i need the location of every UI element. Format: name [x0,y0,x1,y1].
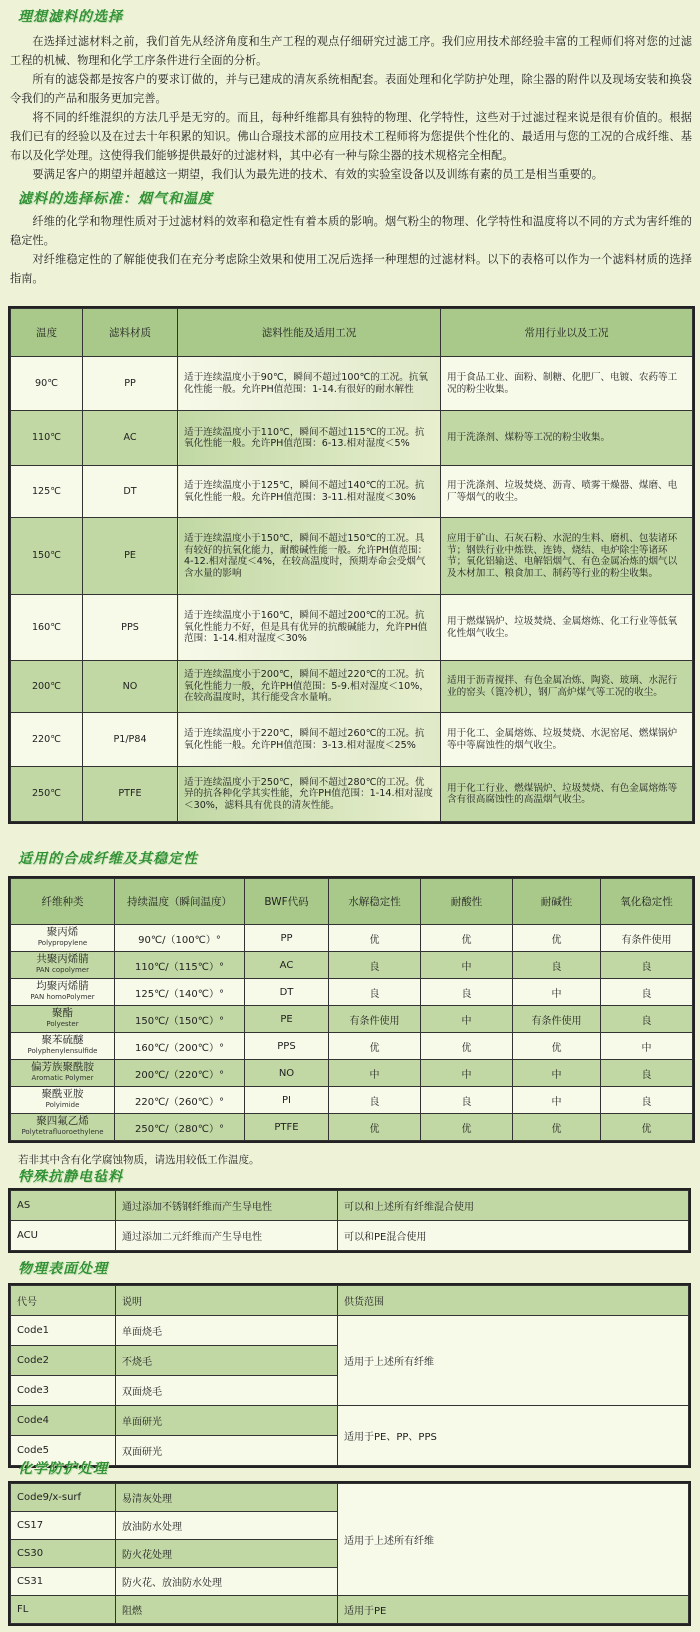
header-hydrolysis: 水解稳定性 [329,879,421,925]
industry-cell: 用于洗涤剂、垃圾焚烧、沥青、喷雾干燥器、煤磨、电厂等烟气的收尘。 [441,466,693,518]
fiber-name-zh: 聚酰亚胺 [41,1088,84,1100]
material-cell: PPS [83,595,178,661]
alkali-cell: 良 [513,952,601,979]
fiber-name-zh: 聚酯 [52,1007,73,1019]
acid-cell: 优 [421,925,513,952]
temp-cell: 110℃ [11,411,83,466]
performance-cell: 适于连续温度小于200℃，瞬间不超过220℃的工况。抗氧化性能力一般，允许PH值范围：5-9.相对湿度＜10%，在较高温度时，其行能受含水量响。 [178,661,441,713]
code-cell: Code2 [11,1346,116,1376]
industry-cell: 用于化工、金属熔炼、垃圾焚烧、水泥窑尾、燃煤锅炉等中等腐蚀性的烟气收尘。 [441,713,693,767]
supply-cell-all-fibers: 适用于上述所有纤维 [338,1484,689,1596]
table-row [11,952,693,979]
hydrolysis-cell: 优 [329,1114,421,1141]
temp-cell: 90℃/（100℃）° [115,925,245,952]
header-material: 滤料材质 [83,309,178,357]
code-cell: Code1 [11,1316,116,1346]
alkali-cell: 优 [513,925,601,952]
chemical-treatment-table [10,1483,689,1624]
fiber-name [11,979,115,1006]
oxidation-cell: 良 [601,979,693,1006]
acid-cell: 中 [421,1060,513,1087]
header-code: 代号 [11,1286,116,1316]
desc-cell: 防火花处理 [116,1540,338,1568]
table-row [11,1087,693,1114]
desc-cell: 双面烧毛 [116,1376,338,1406]
desc-cell: 易清灰处理 [116,1484,338,1512]
table-row [11,767,693,822]
temp-cell: 220℃ [11,713,83,767]
alkali-cell: 中 [513,979,601,1006]
fiber-name [11,1087,115,1114]
fiber-name-zh: 偏芳族聚酰胺 [31,1061,94,1073]
fiber-name-en: Polyester [46,1020,79,1028]
industry-cell: 用于食品工业、面粉、制糖、化肥厂、电镀、农药等工况的粉尘收集。 [441,357,693,411]
fiber-name-en: Aromatic Polymer [31,1074,94,1082]
hydrolysis-cell: 良 [329,952,421,979]
fiber-name-en: PAN homoPolymer [30,993,95,1001]
acid-cell: 中 [421,1006,513,1033]
table-row [11,1484,689,1512]
table-header-row [11,1286,689,1316]
fiber-name-zh: 聚丙烯 [46,926,79,938]
intro-paragraph-2: 所有的滤袋都是按客户的要求订做的，并与已建成的清灰系统相配套。表面处理和化学防护处理，除尘器的附件以及现场安装和换袋令我们的产品和服务更加完善。 [10,73,692,105]
temp-cell: 150℃ [11,518,83,595]
fiber-name-zh: 聚苯硫醚 [41,1034,84,1046]
table-row [11,357,693,411]
performance-cell: 适于连续温度小于110℃，瞬间不超过115℃的工况。抗氧化性能一般。允许PH值范围：6-13.相对湿度＜5% [178,411,441,466]
oxidation-cell: 良 [601,1006,693,1033]
material-cell: PP [83,357,178,411]
fiber-name-en: PAN copolymer [36,966,89,974]
code-cell: Code5 [11,1436,116,1466]
alkali-cell: 有条件使用 [513,1006,601,1033]
header-alkali: 耐碱性 [513,879,601,925]
performance-cell: 适于连续温度小于90℃，瞬间不超过100℃的工况。抗氧化性能一般。允许PH值范围：1-14.有很好的耐水解性 [178,357,441,411]
acid-cell: 优 [421,1114,513,1141]
fiber-name [11,1006,115,1033]
surface-treatment-table [10,1285,689,1466]
material-cell: NO [83,661,178,713]
code-cell: Code3 [11,1376,116,1406]
code-cell: PTFE [245,1114,329,1141]
desc-cell: 阻燃 [116,1596,338,1624]
table-row [11,1006,693,1033]
code-cell: CS17 [11,1512,116,1540]
fiber-name [11,952,115,979]
hydrolysis-cell: 有条件使用 [329,1006,421,1033]
oxidation-cell: 良 [601,952,693,979]
temp-cell: 90℃ [11,357,83,411]
fiber-table-note: 若非其中含有化学腐蚀物质，请选用较低工作温度。 [18,1154,260,1166]
heading-criteria: 滤料的选择标准：烟气和温度 [18,191,213,207]
fiber-name-zh: 共聚丙烯腈 [36,953,89,965]
code-cell: FL [11,1596,116,1624]
header-acid: 耐酸性 [421,879,513,925]
supply-cell-all-fibers: 适用于上述所有纤维 [338,1316,689,1406]
table-row [11,925,693,952]
hydrolysis-cell: 良 [329,1087,421,1114]
code-cell: Code4 [11,1406,116,1436]
fiber-name-zh: 均聚丙烯腈 [36,980,89,992]
desc-cell: 双面研光 [116,1436,338,1466]
table-row [11,1033,693,1060]
fiber-name [11,1114,115,1141]
heading-ideal-filter: 理想滤料的选择 [18,9,123,25]
heading-antistatic: 特殊抗静电毡料 [18,1169,123,1185]
temp-cell: 250℃ [11,767,83,822]
header-fiber-type: 纤维种类 [11,879,115,925]
temp-cell: 160℃ [11,595,83,661]
header-performance: 滤料性能及适用工况 [178,309,441,357]
fiber-name-zh: 聚四氟乙烯 [36,1115,89,1127]
fiber-name [11,1060,115,1087]
acid-cell: 良 [421,979,513,1006]
header-industry: 常用行业以及工况 [441,309,693,357]
hydrolysis-cell: 良 [329,979,421,1006]
alkali-cell: 中 [513,1087,601,1114]
industry-cell: 应用于矿山、石灰石粉、水泥的生料、磨机、包装诸环节；钢铁行业中炼铁、连铸、烧结、电炉除尘等诸环节；氧化铝输送、电解铝烟气、有色金属冶炼的烟气以及木材加工、粮食加工、制药等行业的粉尘收集。 [441,518,693,595]
supply-cell-pe-pp-pps: 适用于PE、PP、PPS [338,1406,689,1466]
table-row [11,1060,693,1087]
fiber-name-en: Polypropylene [37,939,88,947]
temperature-selection-table [10,308,693,822]
acid-cell: 优 [421,1033,513,1060]
code-cell: CS31 [11,1568,116,1596]
table-row [11,661,693,713]
code-cell: Code9/x-surf [11,1484,116,1512]
acid-cell: 中 [421,952,513,979]
temp-cell: 200℃ [11,661,83,713]
fiber-name-en: Polytetrafluoroethylene [21,1128,104,1136]
desc-cell: 不烧毛 [116,1346,338,1376]
code-cell: PPS [245,1033,329,1060]
code-cell: DT [245,979,329,1006]
table-row [11,979,693,1006]
use-cell: 可以和上述所有纤维混合使用 [338,1191,689,1221]
desc-cell: 单面研光 [116,1406,338,1436]
table-row [11,411,693,466]
table-row [11,1316,689,1346]
criteria-paragraph-2: 对纤维稳定性的了解能使我们在充分考虑除尘效果和使用工况后选择一种理想的过滤材料。以下的表格可以作为一个滤料材质的选择指南。 [10,253,692,285]
code-cell: AS [11,1191,116,1221]
material-cell: PE [83,518,178,595]
temp-cell: 150℃/（150℃）° [115,1006,245,1033]
temp-cell: 110℃/（115℃）° [115,952,245,979]
performance-cell: 适于连续温度小于125℃，瞬间不超过140℃的工况。抗氧化性能一般。允许PH值范围：3-11.相对湿度＜30% [178,466,441,518]
table-row [11,595,693,661]
fiber-name-en: Polyimide [45,1101,80,1109]
alkali-cell: 优 [513,1114,601,1141]
intro-paragraph-1: 在选择过滤材料之前，我们首先从经济角度和生产工程的观点仔细研究过滤工序。我们应用技术部经验丰富的工程师们将对您的过滤工程的机械、物理和化学工序条件进行全面的分析。 [10,35,692,67]
desc-cell: 单面烧毛 [116,1316,338,1346]
oxidation-cell: 中 [601,1033,693,1060]
material-cell: DT [83,466,178,518]
industry-cell: 用于燃煤锅炉、垃圾焚烧、金属熔炼、化工行业等低氧化性烟气收尘。 [441,595,693,661]
code-cell: PI [245,1087,329,1114]
performance-cell: 适于连续温度小于220℃，瞬间不超过260℃的工况。抗氧化性能一般。允许PH值范围：3-13.相对湿度＜25% [178,713,441,767]
temp-cell: 125℃ [11,466,83,518]
header-supply: 供货范围 [338,1286,689,1316]
antistatic-table [10,1190,689,1251]
table-row [11,466,693,518]
header-temp: 温度 [11,309,83,357]
table-row [11,713,693,767]
supply-cell-pe: 适用于PE [338,1596,689,1624]
temp-cell: 200℃/（220℃）° [115,1060,245,1087]
intro-paragraph-4: 要满足客户的期望并超越这一期望，我们认为最先进的技术、有效的实验室设备以及训练有素的员工是相当重要的。 [32,168,603,181]
use-cell: 可以和PE混合使用 [338,1221,689,1251]
oxidation-cell: 良 [601,1060,693,1087]
performance-cell: 适于连续温度小于250℃，瞬间不超过280℃的工况。优异的抗各种化学其实性能，允许PH值范围：1-14.相对湿度＜30%，滤料具有优良的清灰性能。 [178,767,441,822]
code-cell: AC [245,952,329,979]
temp-cell: 160℃/（200℃）° [115,1033,245,1060]
fiber-name-en: Polyphenylensulfide [27,1047,98,1055]
header-oxidation: 氧化稳定性 [601,879,693,925]
performance-cell: 适于连续温度小于160℃，瞬间不超过200℃的工况。抗氧化性能力不好，但是具有优异的抗酸碱能力，允许PH值范围：1-14.相对湿度＜30% [178,595,441,661]
header-bwf-code: BWF代码 [245,879,329,925]
hydrolysis-cell: 优 [329,925,421,952]
hydrolysis-cell: 优 [329,1033,421,1060]
code-cell: NO [245,1060,329,1087]
desc-cell: 放油防水处理 [116,1512,338,1540]
hydrolysis-cell: 中 [329,1060,421,1087]
table-row [11,1221,689,1251]
desc-cell: 通过添加二元纤维而产生导电性 [116,1221,338,1251]
heading-chemical-treatment: 化学防护处理 [18,1461,108,1477]
table-row [11,1406,689,1436]
code-cell: PP [245,925,329,952]
material-cell: AC [83,411,178,466]
code-cell: ACU [11,1221,116,1251]
fiber-stability-table [10,878,693,1141]
desc-cell: 通过添加不锈钢纤维而产生导电性 [116,1191,338,1221]
industry-cell: 适用于沥青搅拌、有色金属冶炼、陶瓷、玻璃、水泥行业的窑头（篦冷机），钢厂高炉煤气等工况的收尘。 [441,661,693,713]
code-cell: PE [245,1006,329,1033]
table-row [11,1114,693,1141]
table-row [11,1596,689,1624]
header-continuous-temp: 持续温度（瞬间温度） [115,879,245,925]
temp-cell: 220℃/（260℃）° [115,1087,245,1114]
acid-cell: 良 [421,1087,513,1114]
alkali-cell: 中 [513,1060,601,1087]
alkali-cell: 优 [513,1033,601,1060]
table-row [11,1191,689,1221]
heading-synthetic-fibers: 适用的合成纤维及其稳定性 [18,851,198,867]
oxidation-cell: 优 [601,1114,693,1141]
header-desc: 说明 [116,1286,338,1316]
performance-cell: 适于连续温度小于150℃，瞬间不超过150℃的工况。具有较好的抗氧化能力，耐酸碱性能一般。允许PH值范围：4-12.相对湿度＜4%，在较高温度时，预期寿命会受烟气含水量的影响 [178,518,441,595]
fiber-name [11,925,115,952]
code-cell: CS30 [11,1540,116,1568]
oxidation-cell: 良 [601,1087,693,1114]
table-row [11,518,693,595]
temp-cell: 250℃/（280℃）° [115,1114,245,1141]
temp-cell: 125℃/（140℃）° [115,979,245,1006]
heading-surface-treatment: 物理表面处理 [18,1261,108,1277]
industry-cell: 用于化工行业、燃煤锅炉、垃圾焚烧、有色金属熔炼等含有很高腐蚀性的高温烟气收尘。 [441,767,693,822]
criteria-paragraph-1: 纤维的化学和物理性质对于过滤材料的效率和稳定性有着本质的影响。烟气粉尘的物理、化学特性和温度将以不同的方式为害纤维的稳定性。 [10,215,692,247]
industry-cell: 用于洗涤剂、煤粉等工况的粉尘收集。 [441,411,693,466]
intro-paragraph-3: 将不同的纤维混织的方法几乎是无穷的。而且，每种纤维都具有独特的物理、化学特性，这些对于过滤过程来说是很有价值的。根据我们已有的经验以及在过去十年积累的知识。佛山合璟技术部的应用技术工程师将为您提供个性化的、最适用与您的工况的合成纤维、基布以及化学处理。这使得我们能够提供最好的过滤材料，其中必有一种与除尘器的技术规格完全相配。 [10,111,692,162]
material-cell: P1/P84 [83,713,178,767]
desc-cell: 防火花、放油防水处理 [116,1568,338,1596]
oxidation-cell: 有条件使用 [601,925,693,952]
fiber-name [11,1033,115,1060]
material-cell: PTFE [83,767,178,822]
